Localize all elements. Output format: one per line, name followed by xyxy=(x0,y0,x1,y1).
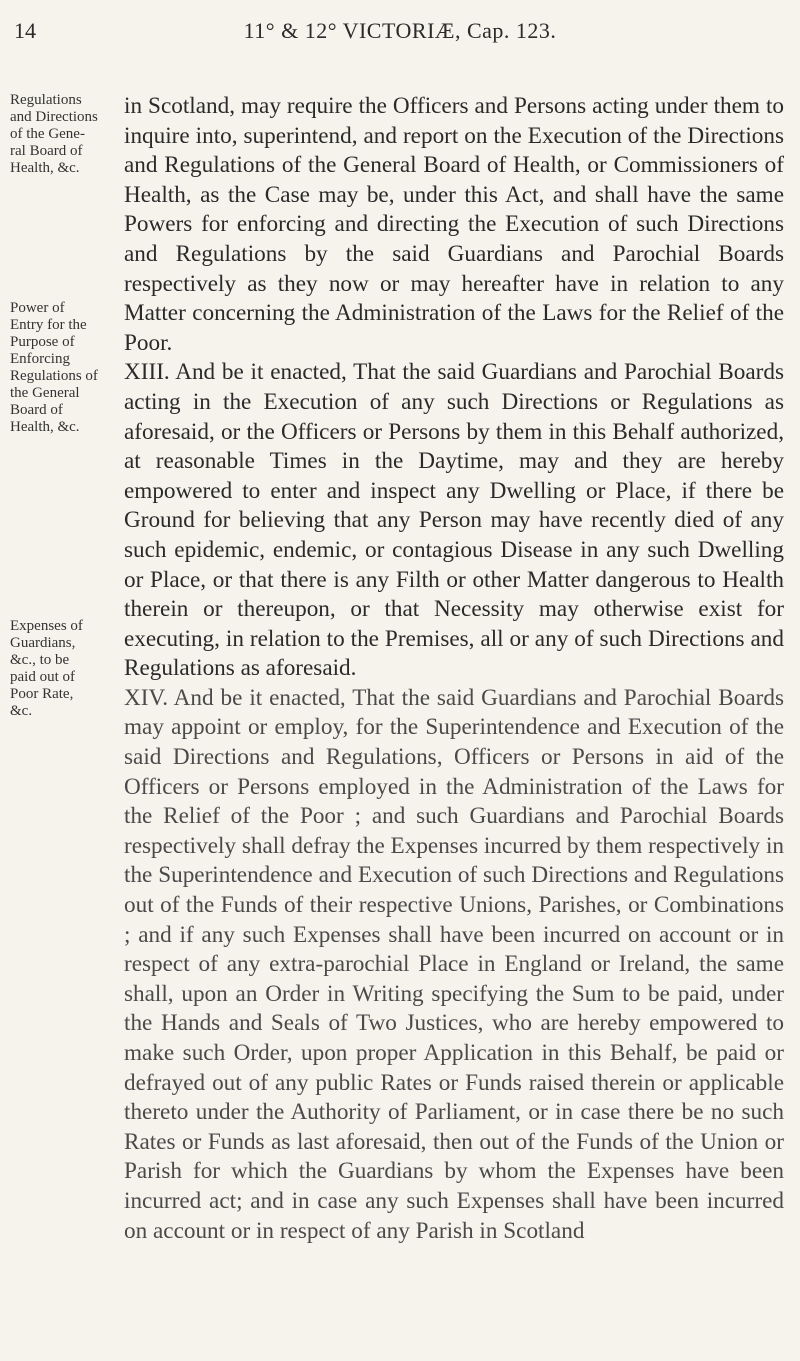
page-number: 14 xyxy=(14,18,36,43)
margin-note-regulations: Regulations and Directions of the Gene- ral Board of Health, &c. xyxy=(10,92,98,176)
running-title: 11° & 12° VICTORIÆ, Cap. 123. xyxy=(243,18,557,43)
margin-note-expenses: Expenses of Guardians, &c., to be paid out of Poor Rate, &c. xyxy=(10,618,83,719)
paragraph-section-xiv: XIV. And be it enacted, That the said Guardians and Parochial Boards may appoint or employ, for the Superintendence and Execution of the said Directions and Regulations, Officers or Persons in aid of the Officers or Persons employed in the Administration of the Laws for the Relief of the Poor ; and such Guardians and Parochial Boards respectively shall defray the Expenses incurred by them respectively in the Superintendence and Execution of such Directions and Regulations out of the Funds of their respective Unions, Parishes, or Combinations ; and if any such Expenses shall have been incurred on account or in respect of any extra-parochial Place in England or Ireland, the same shall, upon an Order in Writing specifying the Sum to be paid, under the Hands and Seals of Two Justices, who are hereby empowered to make such Order, upon proper Application in this Behalf, be paid or defrayed out of any public Rates or Funds raised therein or applicable thereto under the Authority of Parliament, or in case there be no such Rates or Funds as last aforesaid, then out of the Funds of the Union or Parish for which the Guardians by whom the Expenses have been incurred act; and in case any such Expenses shall have been incurred on account or in respect of any Parish in Scotland xyxy=(124,684,784,1244)
body-text xyxy=(124,92,784,1246)
margin-note-power-of-entry: Power of Entry for the Purpose of Enforcing Regulations of the General Board of Health, &c. xyxy=(10,300,98,435)
paragraph-section-xiii: XIII. And be it enacted, That the said Guardians and Parochial Boards acting in the Execution of any such Directions or Regulations as aforesaid, or the Officers or Persons by them in this Behalf authorized, at reasonable Times in the Daytime, may and they are hereby empowered to enter and inspect any Dwelling or Place, if there be Ground for believing that any Person may have recently died of any such epidemic, endemic, or contagious Disease in any such Dwelling or Place, or that there is any Filth or other Matter dangerous to Health therein or thereupon, or that Necessity may otherwise exist for executing, in relation to the Premises, all or any of such Directions and Regulations as aforesaid. xyxy=(124,359,784,682)
paragraph-continuation: in Scotland, may require the Officers and Persons acting under them to inquire into, superintend, and report on the Execution of the Directions and Regulations of the General Board of Health, or Commissioners of Health, as the Case may be, under this Act, and shall have the same Powers for enforcing and directing the Execution of such Directions and Regulations by the said Guardians and Parochial Boards respectively as they now or may hereafter have in relation to any Matter concerning the Administration of the Laws for the Relief of the Poor. xyxy=(124,93,784,356)
page-header xyxy=(14,18,786,52)
